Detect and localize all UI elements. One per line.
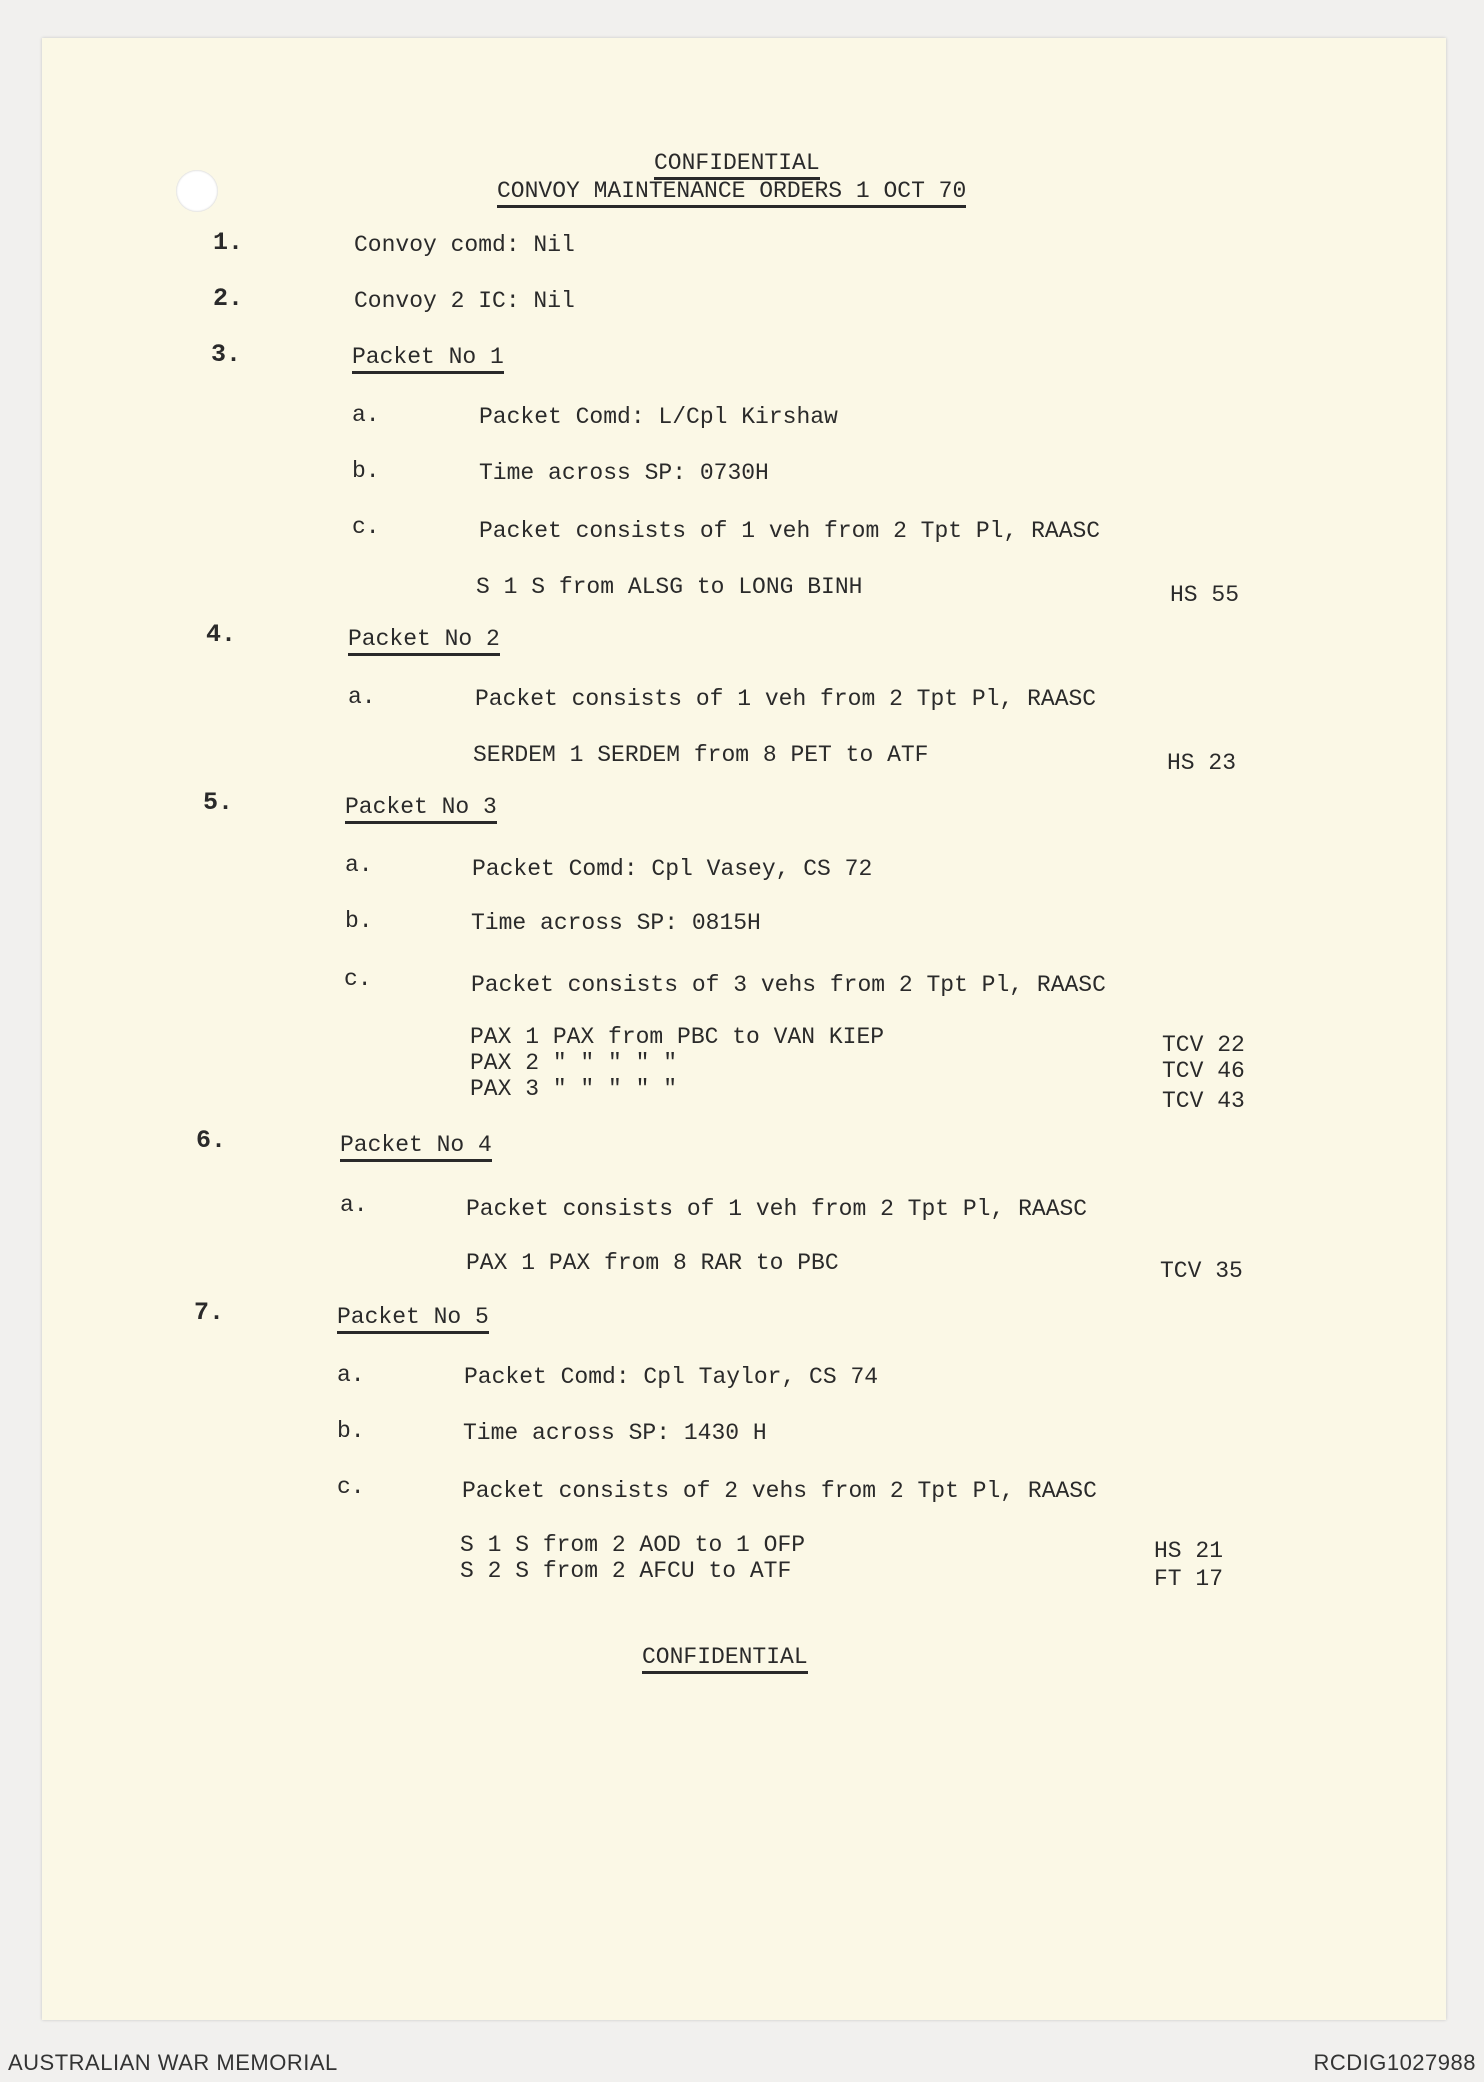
sub-letter: b.	[337, 1418, 365, 1444]
footer-confidential: CONFIDENTIAL	[642, 1644, 808, 1674]
vehicle-line: SERDEM 1 SERDEM from 8 PET to ATF	[473, 742, 929, 768]
vehicle-ref: TCV 46	[1162, 1058, 1245, 1084]
vehicle-ref: TCV 43	[1162, 1088, 1245, 1114]
sub-letter: a.	[352, 402, 380, 428]
vehicle-line: PAX 1 PAX from 8 RAR to PBC	[466, 1250, 839, 1276]
convoy-comd: Convoy comd: Nil	[354, 232, 575, 258]
vehicle-line: S 1 S from ALSG to LONG BINH	[476, 574, 863, 600]
sub-letter: c.	[352, 514, 380, 540]
vehicle-line: PAX 1 PAX from PBC to VAN KIEP	[470, 1024, 885, 1050]
time-across-sp: Time across SP: 0815H	[471, 910, 761, 936]
packet-heading: Packet No 3	[345, 794, 497, 824]
item-number-3: 3.	[211, 340, 242, 369]
item-number-2: 2.	[213, 284, 244, 313]
time-across-sp: Time across SP: 0730H	[479, 460, 769, 486]
sub-letter: a.	[348, 684, 376, 710]
packet-comd: Packet Comd: L/Cpl Kirshaw	[479, 404, 838, 430]
sub-letter: c.	[344, 966, 372, 992]
convoy-2ic: Convoy 2 IC: Nil	[354, 288, 575, 314]
packet-consists: Packet consists of 3 vehs from 2 Tpt Pl, RAASC	[471, 972, 1106, 998]
vehicle-ref: FT 17	[1154, 1566, 1224, 1592]
packet-comd: Packet Comd: Cpl Vasey, CS 72	[472, 856, 873, 882]
vehicle-line: S 1 S from 2 AOD to 1 OFP	[460, 1532, 806, 1558]
item-number-5: 5.	[203, 788, 234, 817]
item-number-6: 6.	[196, 1126, 227, 1155]
packet-consists: Packet consists of 1 veh from 2 Tpt Pl, RAASC	[475, 686, 1097, 712]
sub-letter: c.	[337, 1474, 365, 1500]
packet-consists: Packet consists of 1 veh from 2 Tpt Pl, RAASC	[466, 1196, 1088, 1222]
sub-letter: b.	[352, 458, 380, 484]
archive-id: RCDIG1027988	[1313, 2050, 1476, 2075]
packet-consists: Packet consists of 2 vehs from 2 Tpt Pl, RAASC	[462, 1478, 1097, 1504]
item-number-1: 1.	[213, 228, 244, 257]
item-number-7: 7.	[194, 1298, 225, 1327]
vehicle-ref: TCV 35	[1160, 1258, 1243, 1284]
vehicle-ref: TCV 22	[1162, 1032, 1245, 1058]
sub-letter: a.	[340, 1192, 368, 1218]
packet-heading: Packet No 5	[337, 1304, 489, 1334]
header-confidential: CONFIDENTIAL	[654, 150, 820, 180]
packet-heading: Packet No 4	[340, 1132, 492, 1162]
document-title: CONVOY MAINTENANCE ORDERS 1 OCT 70	[497, 178, 966, 208]
vehicle-ref: HS 55	[1170, 582, 1240, 608]
vehicle-line: PAX 3 " " " " "	[470, 1076, 678, 1102]
sub-letter: a.	[337, 1362, 365, 1388]
item-number-4: 4.	[206, 620, 237, 649]
packet-heading: Packet No 1	[352, 344, 504, 374]
vehicle-line: PAX 2 " " " " "	[470, 1050, 678, 1076]
vehicle-ref: HS 21	[1154, 1538, 1224, 1564]
archive-credit: AUSTRALIAN WAR MEMORIAL	[8, 2050, 338, 2075]
packet-heading: Packet No 2	[348, 626, 500, 656]
punch-hole	[176, 170, 218, 212]
vehicle-line: S 2 S from 2 AFCU to ATF	[460, 1558, 792, 1584]
vehicle-ref: HS 23	[1167, 750, 1237, 776]
sub-letter: a.	[345, 852, 373, 878]
packet-consists: Packet consists of 1 veh from 2 Tpt Pl, RAASC	[479, 518, 1101, 544]
sub-letter: b.	[345, 908, 373, 934]
packet-comd: Packet Comd: Cpl Taylor, CS 74	[464, 1364, 879, 1390]
time-across-sp: Time across SP: 1430 H	[463, 1420, 767, 1446]
